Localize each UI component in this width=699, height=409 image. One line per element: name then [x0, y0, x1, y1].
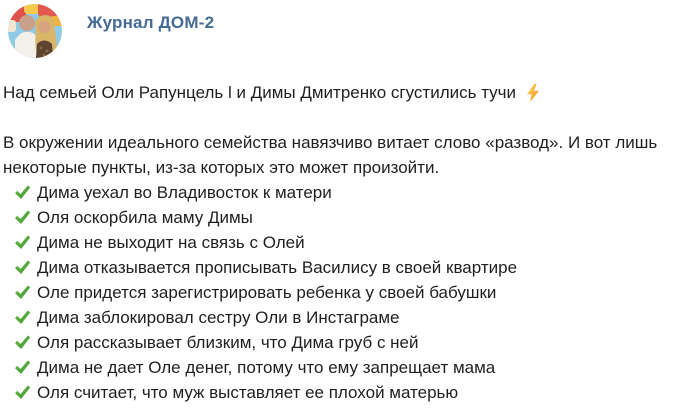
list-item	[13, 305, 699, 330]
channel-name[interactable]: Журнал ДОМ-2	[87, 13, 215, 32]
list-item	[13, 280, 699, 305]
list-item-text: Дима не выходит на связь с Олей	[37, 232, 305, 252]
list-item	[13, 205, 699, 230]
channel-avatar-image	[8, 4, 62, 58]
lightning-icon	[523, 83, 543, 103]
check-icon	[13, 333, 32, 352]
list-item-text: Дима заблокировал сестру Оли в Инстаграме	[37, 307, 400, 327]
post-bullet-list	[13, 180, 699, 405]
post-paragraph: В окружении идеального семейства навязчиво витает слово «развод». И вот лишь некоторые пункты, из-за которых это может произойти.	[3, 133, 658, 177]
list-item-text: Дима не дает Оле денег, потому что ему запрещает мама	[37, 357, 496, 377]
list-item	[13, 355, 699, 380]
check-icon	[13, 283, 32, 302]
post-headline	[3, 80, 699, 105]
list-item-text: Дима уехал во Владивосток к матери	[37, 182, 332, 202]
list-item-text: Оле придется зарегистрировать ребенка у своей бабушки	[37, 282, 497, 302]
list-item-text: Оля считает, что муж выставляет ее плохой матерью	[37, 382, 459, 402]
list-item	[13, 330, 699, 355]
check-icon	[13, 233, 32, 252]
list-item-text: Дима отказывается прописывать Василису в своей квартире	[37, 257, 518, 277]
check-icon	[13, 183, 32, 202]
check-icon	[13, 383, 32, 402]
check-icon	[13, 358, 32, 377]
post-header	[0, 0, 699, 58]
list-item	[13, 230, 699, 255]
list-item	[13, 255, 699, 280]
check-icon	[13, 308, 32, 327]
list-item	[13, 380, 699, 405]
post-headline-text: Над семьей Оли Рапунцель l и Димы Дмитренко сгустились тучи	[3, 83, 517, 102]
check-icon	[13, 258, 32, 277]
list-item	[13, 180, 699, 205]
list-item-text: Оля рассказывает близким, что Дима груб с ней	[37, 332, 419, 352]
check-icon	[13, 208, 32, 227]
list-item-text: Оля оскорбила маму Димы	[37, 207, 253, 227]
channel-avatar[interactable]	[8, 4, 62, 58]
